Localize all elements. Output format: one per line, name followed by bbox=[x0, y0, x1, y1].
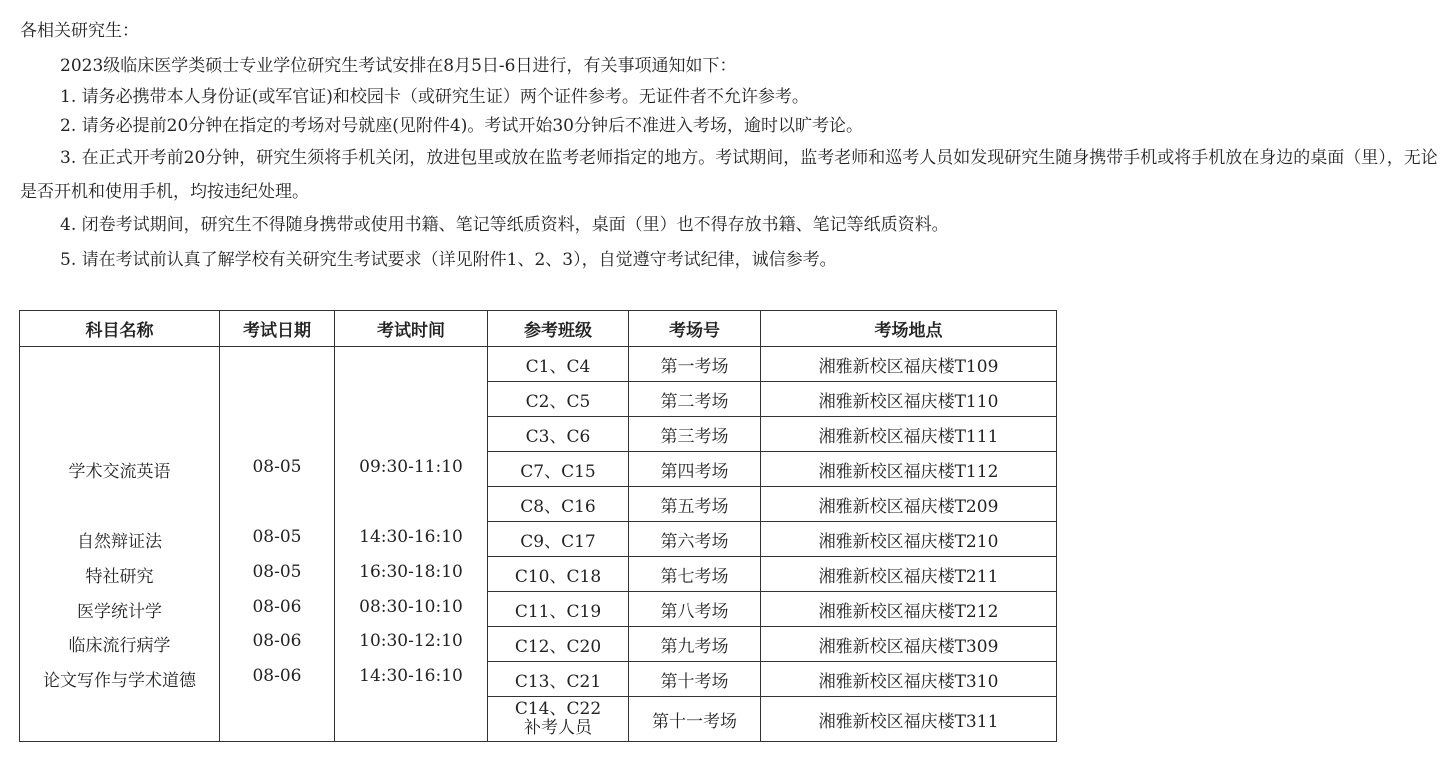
header-date: 考试日期 bbox=[220, 311, 335, 347]
greeting: 各相关研究生： bbox=[20, 21, 139, 41]
exam-time: 10:30-12:10 bbox=[359, 631, 463, 651]
location-cell: 湘雅新校区福庆楼T211 bbox=[761, 557, 1057, 592]
exam-date: 08-06 bbox=[252, 666, 302, 686]
subject-name: 论文写作与学术道德 bbox=[43, 671, 196, 691]
class-cell: C10、C18 bbox=[488, 557, 629, 592]
subject-name: 临床流行病学 bbox=[68, 636, 171, 656]
notice-item-1: 1. 请务必携带本人身份证(或军官证)和校园卡（或研究生证）两个证件参考。无证件者不允许参考。 bbox=[60, 87, 809, 107]
exam-time: 14:30-16:10 bbox=[359, 666, 463, 686]
class-cell: C8、C16 bbox=[488, 487, 629, 522]
exam-date: 08-05 bbox=[252, 562, 302, 582]
room-cell: 第四考场 bbox=[629, 452, 761, 487]
exam-time: 14:30-16:10 bbox=[359, 527, 463, 547]
subject-name: 医学统计学 bbox=[77, 602, 162, 622]
subject-name: 学术交流英语 bbox=[68, 462, 171, 482]
room-cell: 第三考场 bbox=[629, 417, 761, 452]
location-cell: 湘雅新校区福庆楼T212 bbox=[761, 592, 1057, 627]
class-cell-line-2: 补考人员 bbox=[524, 718, 592, 738]
exam-time: 09:30-11:10 bbox=[359, 457, 463, 477]
class-cell: C9、C17 bbox=[488, 522, 629, 557]
notice-item-4: 4. 闭卷考试期间，研究生不得随身携带或使用书籍、笔记等纸质资料，桌面（里）也不得存放书籍、笔记等纸质资料。 bbox=[60, 215, 949, 235]
room-cell: 第十一考场 bbox=[629, 697, 761, 742]
exam-time: 08:30-10:10 bbox=[359, 597, 463, 617]
location-cell: 湘雅新校区福庆楼T110 bbox=[761, 382, 1057, 417]
class-cell: C2、C5 bbox=[488, 382, 629, 417]
room-cell: 第八考场 bbox=[629, 592, 761, 627]
room-cell: 第七考场 bbox=[629, 557, 761, 592]
location-cell: 湘雅新校区福庆楼T309 bbox=[761, 627, 1057, 662]
notice-item-2: 2. 请务必提前20分钟在指定的考场对号就座(见附件4)。考试开始30分钟后不准进入考场，逾时以旷考论。 bbox=[60, 116, 863, 136]
exam-time: 16:30-18:10 bbox=[359, 562, 463, 582]
time-column bbox=[335, 347, 488, 742]
class-cell: C7、C15 bbox=[488, 452, 629, 487]
header-classes: 参考班级 bbox=[488, 311, 629, 347]
exam-date: 08-06 bbox=[252, 597, 302, 617]
subject-name: 特社研究 bbox=[85, 567, 154, 587]
notice-item-5: 5. 请在考试前认真了解学校有关研究生考试要求（详见附件1、2、3），自觉遵守考试纪律，诚信参考。 bbox=[60, 250, 837, 270]
location-cell: 湘雅新校区福庆楼T109 bbox=[761, 347, 1057, 382]
subject-column bbox=[20, 347, 220, 742]
class-cell: C11、C19 bbox=[488, 592, 629, 627]
room-cell: 第九考场 bbox=[629, 627, 761, 662]
header-room: 考场号 bbox=[629, 311, 761, 347]
header-time: 考试时间 bbox=[335, 311, 488, 347]
notice-item-3: 3. 在正式开考前20分钟，研究生须将手机关闭，放进包里或放在监考老师指定的地方。考试期间，监考老师和巡考人员如发现研究生随身携带手机或将手机放在身边的桌面（里），无论是否开机和使用手机，均按违纪处理。 bbox=[20, 148, 1438, 202]
exam-date: 08-05 bbox=[252, 527, 302, 547]
intro: 2023级临床医学类硕士专业学位研究生考试安排在8月5日-6日进行，有关事项通知如下： bbox=[60, 56, 737, 76]
exam-date: 08-05 bbox=[252, 457, 302, 477]
table-header-row bbox=[20, 311, 1057, 347]
exam-date: 08-06 bbox=[252, 631, 302, 651]
location-cell: 湘雅新校区福庆楼T112 bbox=[761, 452, 1057, 487]
location-cell: 湘雅新校区福庆楼T210 bbox=[761, 522, 1057, 557]
room-cell: 第十考场 bbox=[629, 662, 761, 697]
location-cell: 湘雅新校区福庆楼T209 bbox=[761, 487, 1057, 522]
room-cell: 第六考场 bbox=[629, 522, 761, 557]
header-location: 考场地点 bbox=[761, 311, 1057, 347]
room-cell: 第五考场 bbox=[629, 487, 761, 522]
location-cell: 湘雅新校区福庆楼T311 bbox=[761, 697, 1057, 742]
room-cell: 第一考场 bbox=[629, 347, 761, 382]
room-cell: 第二考场 bbox=[629, 382, 761, 417]
class-cell: C12、C20 bbox=[488, 627, 629, 662]
subject-name: 自然辩证法 bbox=[77, 532, 162, 552]
table-row bbox=[20, 347, 1057, 382]
header-subject: 科目名称 bbox=[20, 311, 220, 347]
location-cell: 湘雅新校区福庆楼T310 bbox=[761, 662, 1057, 697]
class-cell: C3、C6 bbox=[488, 417, 629, 452]
class-cell-line-1: C14、C22 bbox=[514, 699, 602, 719]
location-cell: 湘雅新校区福庆楼T111 bbox=[761, 417, 1057, 452]
class-cell: C1、C4 bbox=[488, 347, 629, 382]
date-column bbox=[220, 347, 335, 742]
class-cell bbox=[488, 697, 629, 742]
exam-schedule-table bbox=[19, 310, 1057, 742]
class-cell: C13、C21 bbox=[488, 662, 629, 697]
